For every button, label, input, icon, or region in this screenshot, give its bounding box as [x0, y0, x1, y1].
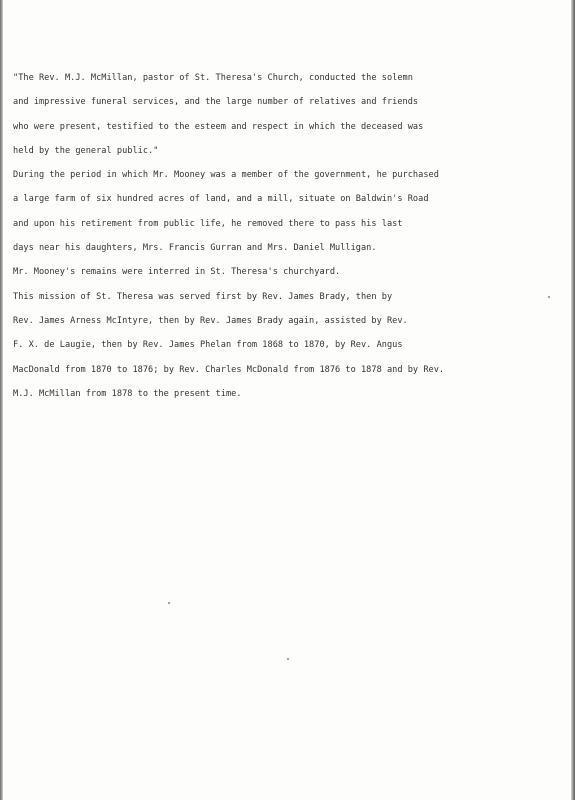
text-line: M.J. McMillan from 1878 to the present time.: [13, 388, 242, 399]
text-line: and impressive funeral services, and the large number of relatives and friends: [13, 97, 419, 108]
paper-speck: [548, 296, 550, 298]
page-left-edge: [0, 0, 3, 800]
text-line: Rev. James Arness McIntyre, then by Rev. James Brady again, assisted by Rev.: [13, 315, 408, 326]
paper-speck: [168, 602, 170, 604]
text-line: This mission of St. Theresa was served first by Rev. James Brady, then by: [13, 291, 393, 302]
text-line: During the period in which Mr. Mooney was a member of the government, he purchased: [13, 170, 439, 181]
paper-speck: [287, 658, 289, 660]
text-line: and upon his retirement from public life, he removed there to pass his last: [13, 218, 403, 229]
text-line: "The Rev. M.J. McMillan, pastor of St. Theresa's Church, conducted the solemn: [13, 73, 413, 83]
text-line: MacDonald from 1870 to 1876; by Rev. Charles McDonald from 1876 to 1878 and by Rev.: [13, 364, 445, 375]
text-line: days near his daughters, Mrs. Francis Gurran and Mrs. Daniel Mulligan.: [13, 243, 377, 254]
text-line: a large farm of six hundred acres of land, and a mill, situate on Baldwin's Road: [13, 194, 429, 205]
text-line: F. X. de Laugie, then by Rev. James Phelan from 1868 to 1870, by Rev. Angus: [13, 340, 403, 351]
text-line: held by the general public.": [13, 145, 159, 156]
page-right-edge: [571, 0, 575, 800]
text-line: Mr. Mooney's remains were interred in St. Theresa's churchyard.: [13, 267, 341, 278]
text-line: who were present, testified to the esteem and respect in which the deceased was: [13, 121, 424, 132]
typed-text-body: [13, 66, 558, 406]
